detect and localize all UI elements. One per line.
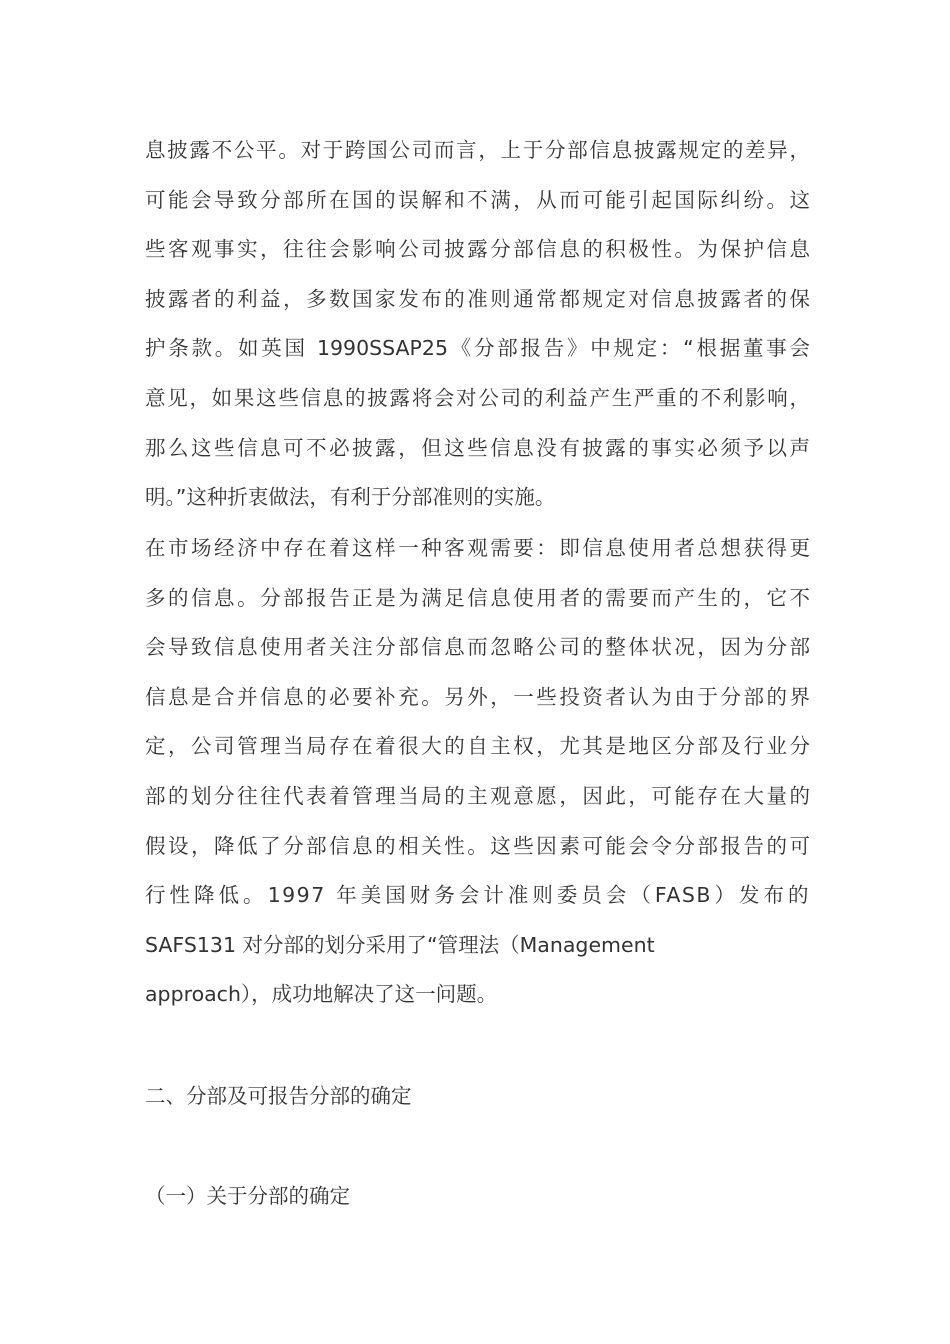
text-line: 些客观事实，往往会影响公司披露分部信息的积极性。为保护信息	[145, 237, 810, 262]
text-line: 定，公司管理当局存在着很大的自主权，尤其是地区分部及行业分	[145, 734, 810, 759]
text-line: 信息是合并信息的必要补充。另外，一些投资者认为由于分部的界	[145, 684, 810, 709]
text-line: 行性降低。1997 年美国财务会计准则委员会（FASB）发布的	[145, 883, 810, 908]
paragraph-market-demand	[145, 524, 810, 1020]
text-line: 假设，降低了分部信息的相关性。这些因素可能会令分部报告的可	[145, 833, 810, 858]
text-line: 意见，如果这些信息的披露将会对公司的利益产生严重的不利影响，	[145, 385, 810, 410]
text-line: 部的划分往往代表着管理当局的主观意愿，因此，可能存在大量的	[145, 783, 810, 808]
text-line: 多的信息。分部报告正是为满足信息使用者的需要而产生的，它不	[145, 585, 810, 610]
text-line: 那么这些信息可不必披露，但这些信息没有披露的事实必须予以声	[145, 435, 810, 460]
text-line: SAFS131 对分部的划分采用了“管理法（Management	[145, 932, 655, 957]
section-heading: 二、分部及可报告分部的确定	[145, 1084, 412, 1108]
text-line: 息披露不公平。对于跨国公司而言，上于分部信息披露规定的差异，	[145, 138, 810, 162]
subsection-heading: （一）关于分部的确定	[145, 1184, 350, 1208]
text-line: 明。”这种折衷做法，有利于分部准则的实施。	[145, 485, 556, 510]
text-line: 会导致信息使用者关注分部信息而忽略公司的整体状况，因为分部	[145, 635, 810, 660]
text-line: approach），成功地解决了这一问题。	[145, 982, 498, 1007]
text-line: 护条款。如英国 1990SSAP25《分部报告》中规定：“根据董事会	[145, 336, 810, 361]
text-line: 披露者的利益，多数国家发布的准则通常都规定对信息披露者的保	[145, 286, 810, 311]
text-line: 可能会导致分部所在国的误解和不满，从而可能引起国际纠纷。这	[145, 187, 810, 212]
text-line: 在市场经济中存在着这样一种客观需要：即信息使用者总想获得更	[145, 536, 810, 560]
paragraph-disclosure-protection	[145, 126, 810, 523]
